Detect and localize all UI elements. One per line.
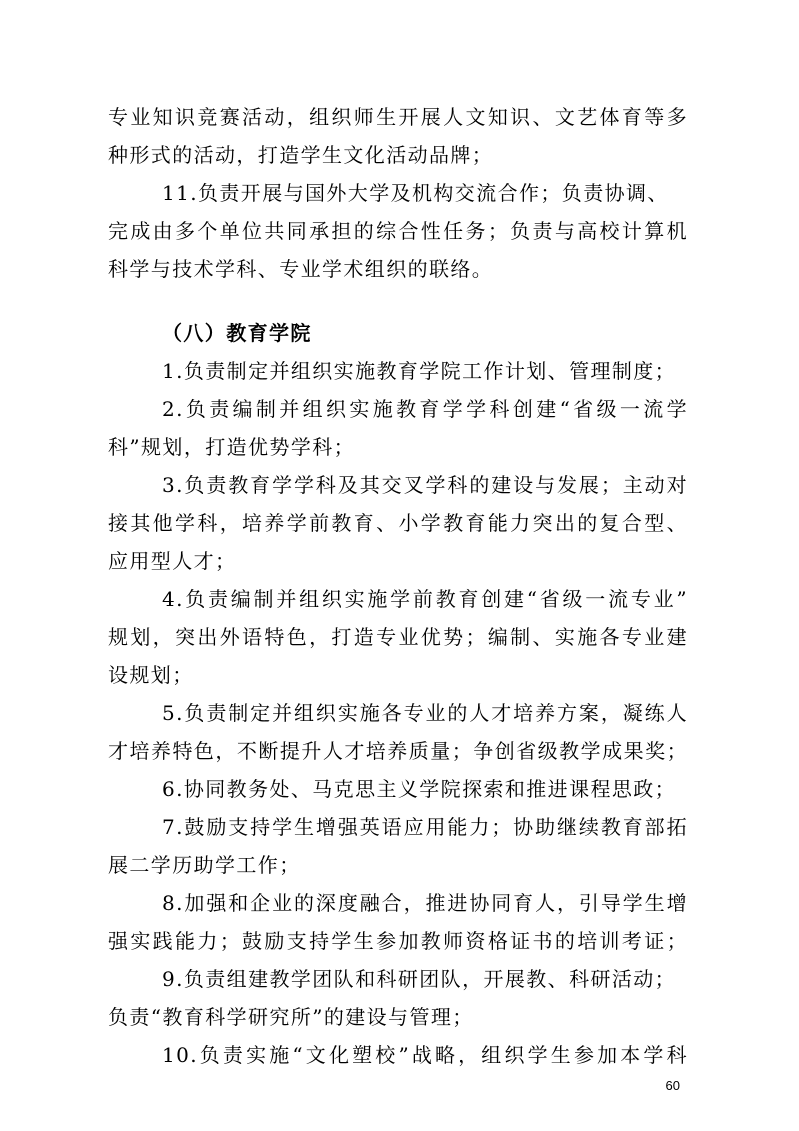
section-heading: （八）教育学院: [162, 321, 312, 345]
text-line: 11.负责开展与国外大学及机构交流合作；负责协调、: [162, 181, 669, 205]
text-line: 6.协同教务处、马克思主义学院探索和推进课程思政；: [162, 777, 677, 801]
text-line: 科学与技术学科、专业学术组织的联络。: [108, 257, 494, 281]
text-line: 4.负责编制并组织实施学前教育创建“省级一流专业”: [162, 587, 688, 611]
text-line: 专业知识竞赛活动，组织师生开展人文知识、文艺体育等多: [108, 105, 688, 129]
page-number: 60: [665, 1078, 680, 1093]
text-line: 种形式的活动，打造学生文化活动品牌；: [108, 143, 494, 167]
text-line: 8.加强和企业的深度融合，推进协同育人，引导学生增: [162, 891, 688, 915]
text-line: 3.负责教育学学科及其交叉学科的建设与发展；主动对: [162, 473, 688, 497]
text-line: 强实践能力；鼓励支持学生参加教师资格证书的培训考证；: [108, 929, 688, 953]
text-line: 2.负责编制并组织实施教育学学科创建“省级一流学: [162, 397, 688, 421]
text-line: 9.负责组建教学团队和科研团队，开展教、科研活动；: [162, 967, 677, 991]
text-line: 接其他学科，培养学前教育、小学教育能力突出的复合型、: [108, 511, 688, 535]
text-line: 1.负责制定并组织实施教育学院工作计划、管理制度；: [162, 359, 677, 383]
text-line: 才培养特色，不断提升人才培养质量；争创省级教学成果奖；: [108, 739, 688, 763]
text-line: 规划，突出外语特色，打造专业优势；编制、实施各专业建: [108, 625, 688, 649]
text-line: 7.鼓励支持学生增强英语应用能力；协助继续教育部拓: [162, 815, 688, 839]
text-line: 应用型人才；: [108, 549, 237, 573]
text-line: 5.负责制定并组织实施各专业的人才培养方案，凝练人: [162, 701, 688, 725]
text-line: 负责“教育科学研究所”的建设与管理；: [108, 1005, 474, 1029]
text-line: 展二学历助学工作；: [108, 853, 301, 877]
text-line: 科”规划，打造优势学科；: [108, 435, 356, 459]
text-line: 设规划；: [108, 663, 194, 687]
text-line: 10.负责实施“文化塑校”战略，组织学生参加本学科: [162, 1043, 688, 1067]
text-line: 完成由多个单位共同承担的综合性任务；负责与高校计算机: [108, 219, 688, 243]
